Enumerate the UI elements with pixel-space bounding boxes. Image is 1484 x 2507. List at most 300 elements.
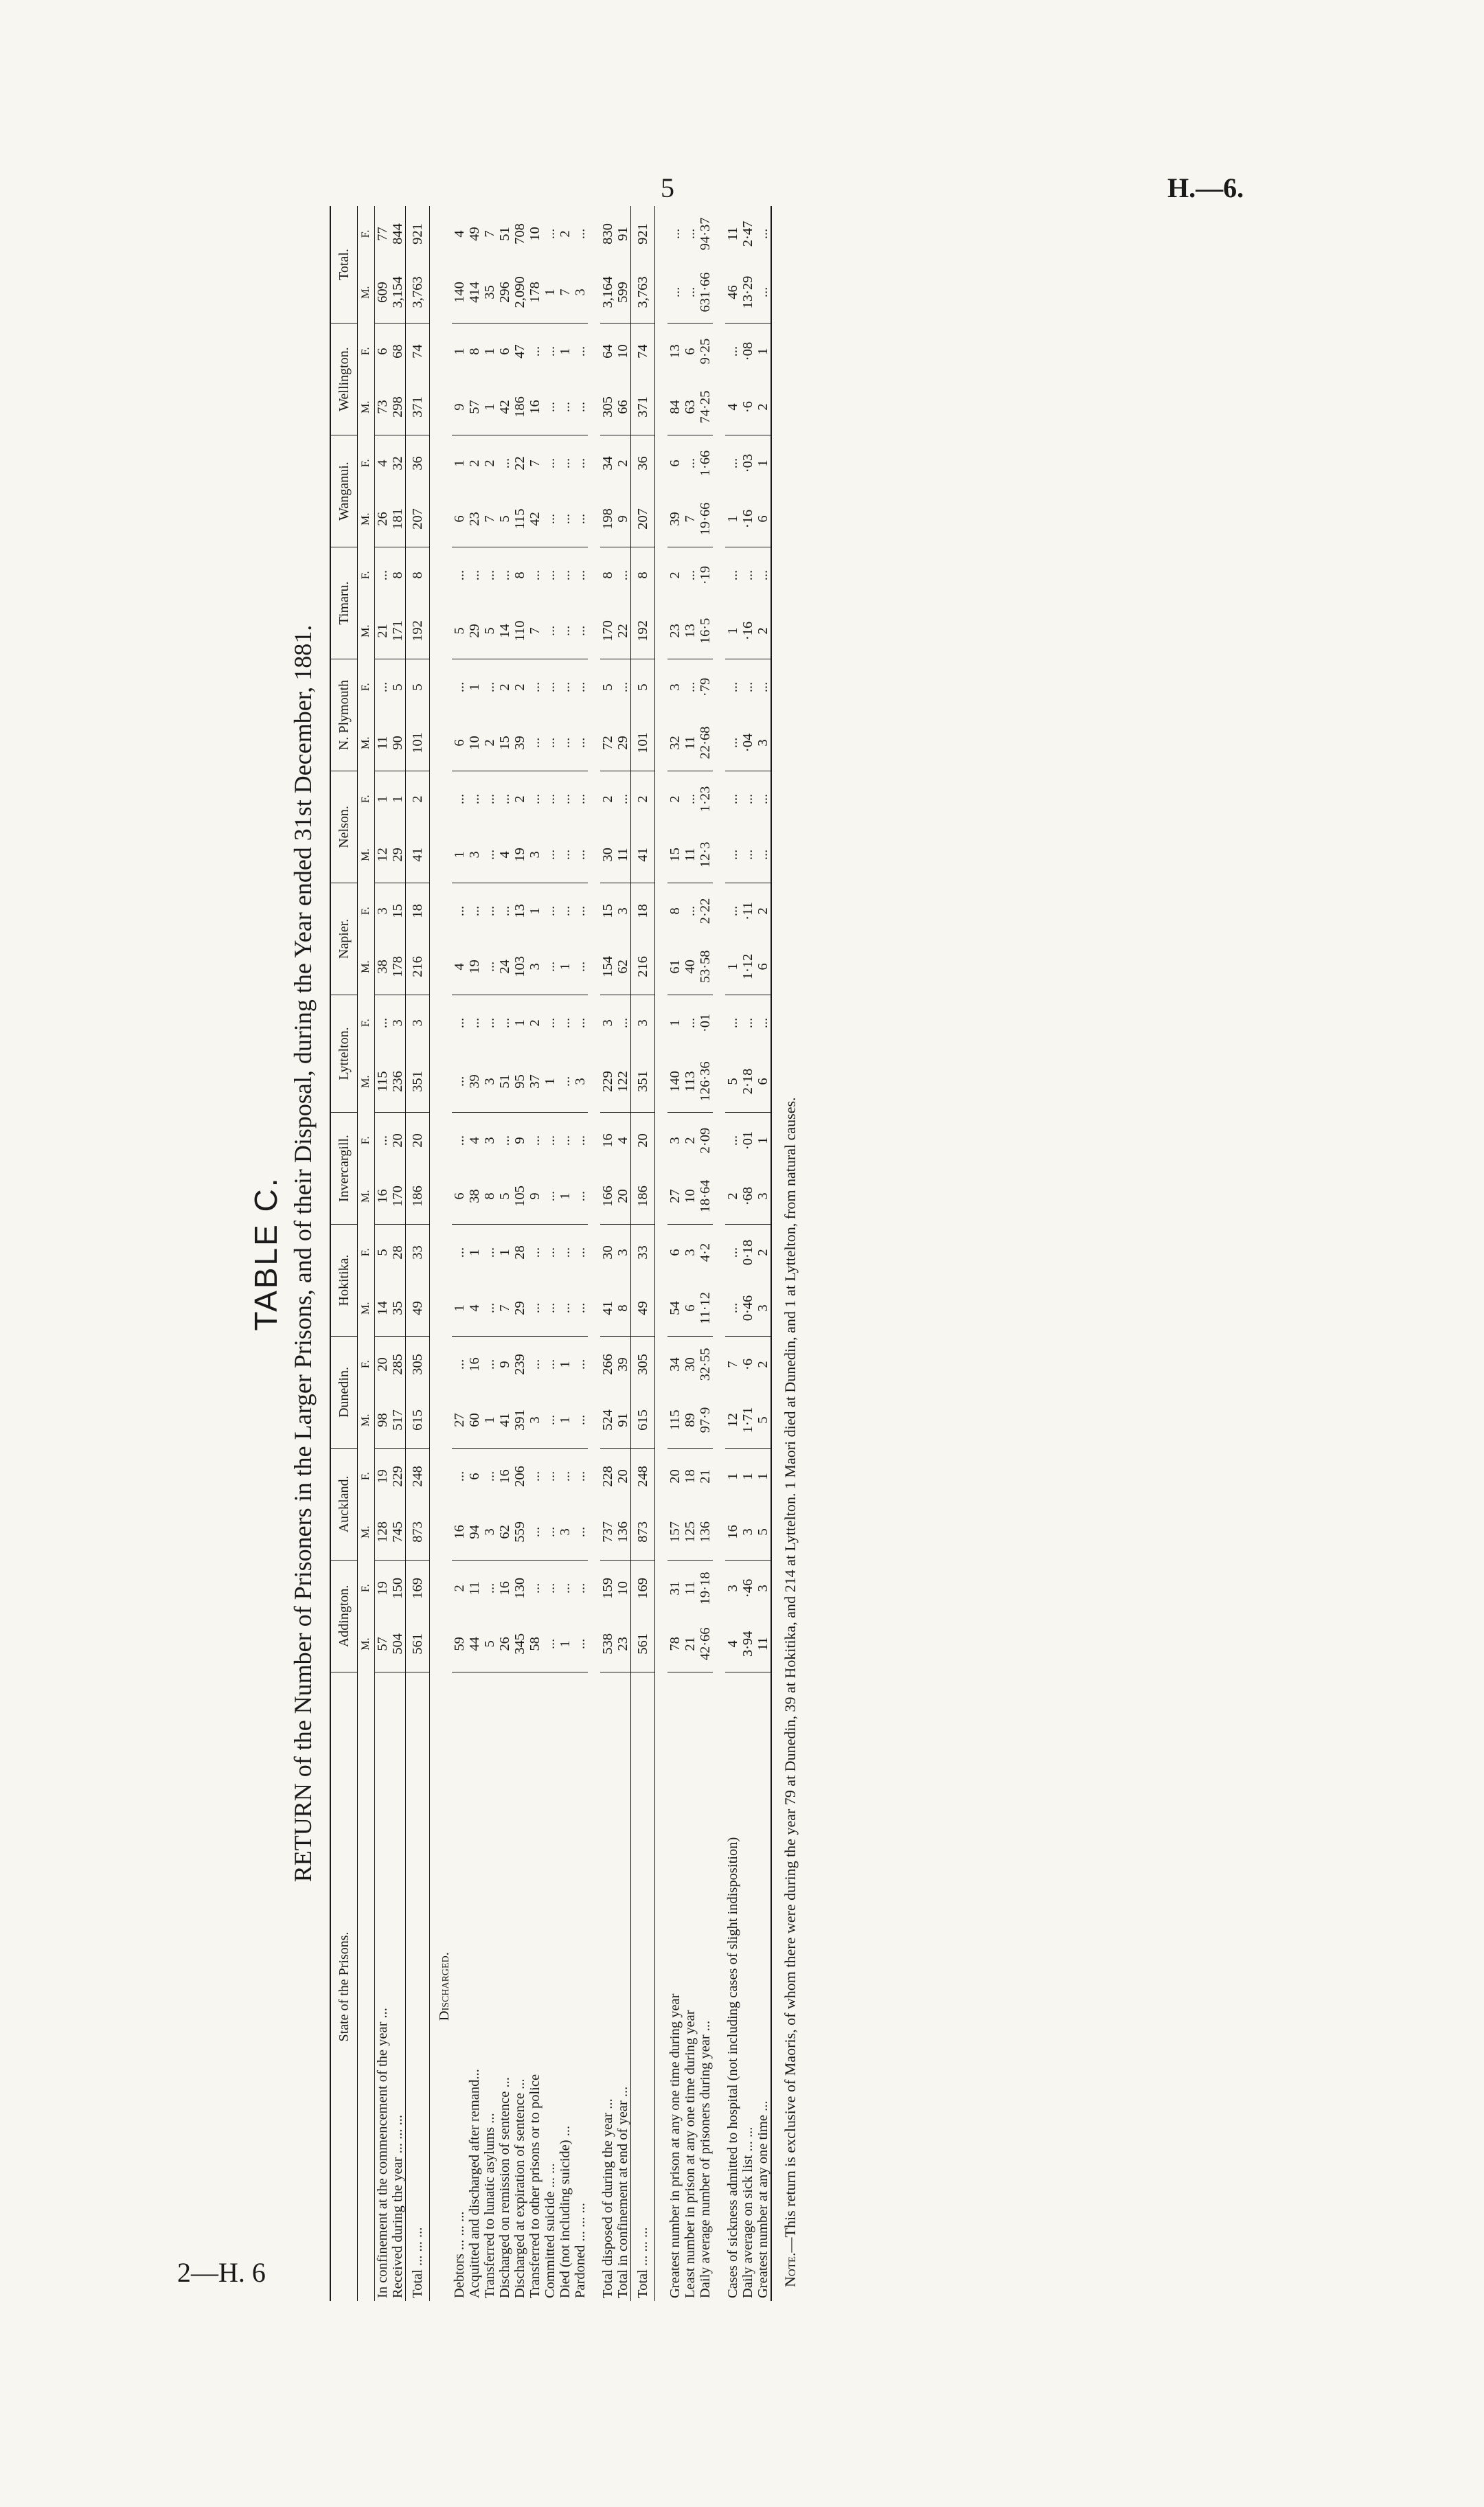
female-count-cell: ... (725, 905, 740, 917)
male-count-cell: 1 (543, 262, 558, 324)
male-count-cell: 5 (497, 491, 512, 547)
male-header: M. (358, 1280, 375, 1336)
male-count-cell: 39 (512, 715, 527, 771)
table-row (755, 206, 771, 2301)
male-count-cell: ... (573, 603, 588, 659)
male-count-cell: 7 (482, 491, 497, 547)
male-count-cell: ... (573, 1616, 588, 1672)
male-count-cell: 21 (683, 1616, 698, 1672)
female-count-cell: 3 (667, 1137, 683, 1144)
female-count-cell: 844 (390, 223, 405, 245)
female-count-cell: ... (482, 1583, 497, 1594)
row-label: Committed suicide ... ... (543, 2163, 558, 2298)
male-count-cell: ... (527, 1280, 543, 1336)
female-count-cell: 1 (452, 348, 467, 355)
female-count-cell: 228 (600, 1466, 615, 1487)
table-row (390, 206, 406, 2301)
female-count-cell: 248 (406, 1448, 430, 1504)
female-count-cell: ... (527, 1247, 543, 1258)
male-count-cell: 504 (390, 1616, 406, 1672)
female-count-cell: 8 (667, 907, 683, 915)
female-count-cell: 1 (527, 907, 543, 915)
male-header: M. (358, 1392, 375, 1448)
female-count-cell: ... (573, 457, 588, 469)
male-count-cell: 16·5 (698, 603, 713, 659)
male-count-cell: 615 (631, 1392, 655, 1448)
female-count-cell: 8 (390, 571, 405, 579)
male-count-cell: ... (755, 827, 771, 883)
female-header: F. (358, 1336, 375, 1392)
female-count-cell: ... (558, 1583, 573, 1594)
female-count-cell: 1 (755, 1448, 771, 1504)
male-count-cell: ... (558, 603, 573, 659)
female-count-cell: 4 (467, 1137, 482, 1144)
male-count-cell: 115 (667, 1392, 683, 1448)
male-count-cell: 12 (375, 827, 391, 883)
female-count-cell: ... (558, 793, 573, 805)
female-count-cell: 8 (631, 547, 655, 603)
female-count-cell: 6 (467, 1473, 482, 1480)
female-count-cell: 9·25 (698, 338, 713, 365)
male-count-cell: 8 (615, 1280, 631, 1336)
female-count-cell: ·08 (740, 341, 755, 361)
female-count-cell: 77 (375, 227, 390, 241)
female-count-cell: ... (573, 793, 588, 805)
male-count-cell: 115 (512, 491, 527, 547)
female-count-cell: ... (725, 1247, 740, 1258)
male-count-cell: 6 (755, 491, 771, 547)
table-row (631, 206, 655, 2301)
male-count-cell: 745 (390, 1504, 406, 1560)
female-count-cell: 2 (683, 1137, 698, 1144)
female-count-cell: ... (755, 771, 771, 826)
female-count-cell: 4 (452, 230, 467, 238)
female-count-cell: 1 (558, 348, 573, 355)
female-count-cell: 1 (755, 1113, 771, 1168)
female-count-cell: ... (497, 793, 512, 805)
male-count-cell: ·16 (740, 491, 755, 547)
female-count-cell: ... (375, 681, 390, 693)
male-count-cell: 517 (390, 1392, 406, 1448)
female-count-cell: 3 (615, 907, 630, 915)
female-count-cell: 33 (631, 1225, 655, 1280)
female-count-cell: 13 (667, 344, 683, 359)
male-count-cell: ... (543, 603, 558, 659)
female-count-cell: ... (740, 681, 755, 693)
male-count-cell: 371 (631, 379, 655, 435)
male-header: M. (358, 262, 375, 324)
female-count-cell: 2 (512, 795, 527, 803)
male-count-cell: 5 (755, 1504, 771, 1560)
male-count-cell: 154 (600, 939, 615, 995)
female-count-cell: 9 (497, 1361, 512, 1368)
male-count-cell: 561 (631, 1616, 655, 1672)
male-count-cell: 6 (755, 939, 771, 995)
male-count-cell: 136 (698, 1504, 713, 1560)
female-count-cell: ... (543, 1017, 558, 1029)
row-label: Debtors ... ... ... (452, 2211, 467, 2298)
female-count-cell: 2·09 (698, 1127, 713, 1154)
male-count-cell: 186 (406, 1168, 430, 1224)
female-count-cell: 47 (512, 344, 527, 359)
female-count-cell: ·19 (698, 565, 713, 585)
table-row (573, 206, 588, 2301)
male-count-cell: 115 (375, 1051, 391, 1113)
female-count-cell: ... (558, 1135, 573, 1146)
male-count-cell: ... (573, 715, 588, 771)
female-count-cell: 7 (482, 230, 497, 238)
male-count-cell: 181 (390, 491, 406, 547)
female-count-cell: ... (527, 1135, 543, 1146)
male-count-cell: 1 (543, 1051, 558, 1113)
male-count-cell: 4 (497, 827, 512, 883)
male-count-cell: 11 (683, 715, 698, 771)
male-count-cell: 186 (631, 1168, 655, 1224)
female-count-cell: ... (667, 228, 683, 240)
male-count-cell: 40 (683, 939, 698, 995)
female-header: F. (358, 659, 375, 714)
table-row (558, 206, 573, 2301)
female-count-cell: 18 (683, 1469, 698, 1484)
female-count-cell: ... (740, 569, 755, 581)
female-count-cell: 1 (452, 460, 467, 467)
female-count-cell: 266 (600, 1354, 615, 1375)
male-count-cell: 29 (467, 603, 482, 659)
male-count-cell: 41 (406, 827, 430, 883)
male-count-cell: 38 (467, 1168, 482, 1224)
header-row-prisons (330, 206, 358, 2301)
female-count-cell: ... (543, 905, 558, 917)
female-count-cell: 921 (406, 206, 430, 262)
female-count-cell: ... (527, 569, 543, 581)
prison-header: Dunedin. (330, 1336, 358, 1448)
row-label: Cases of sickness admitted to hospital (not including cases of slight indisposition) (725, 1837, 740, 2298)
first-column-header: State of the Prisons. (330, 1672, 358, 2301)
spacer-row (588, 206, 600, 2301)
male-count-cell: 5 (482, 1616, 497, 1672)
male-header: M. (358, 1504, 375, 1560)
male-count-cell: 186 (512, 379, 527, 435)
male-count-cell: 91 (615, 1392, 631, 1448)
female-count-cell: ... (755, 995, 771, 1050)
male-count-cell: 1 (482, 379, 497, 435)
male-count-cell: 216 (631, 939, 655, 995)
male-count-cell: 89 (683, 1392, 698, 1448)
female-count-cell: ... (467, 793, 482, 805)
female-count-cell: 5 (375, 1249, 390, 1256)
female-count-cell: 2 (497, 683, 512, 691)
prison-header: Total. (330, 206, 358, 324)
female-count-cell: 3 (390, 1019, 405, 1027)
female-count-cell: 3 (482, 1137, 497, 1144)
female-count-cell: ... (558, 1471, 573, 1482)
female-count-cell: 9 (512, 1137, 527, 1144)
male-count-cell: 63 (683, 379, 698, 435)
prison-header: Lyttelton. (330, 995, 358, 1112)
female-count-cell: 1 (725, 1473, 740, 1480)
female-count-cell: 2 (667, 571, 683, 579)
male-count-cell: 101 (631, 715, 655, 771)
female-count-cell: 16 (467, 1357, 482, 1372)
male-count-cell: 1·12 (740, 939, 755, 995)
male-count-cell: 11 (615, 827, 631, 883)
female-count-cell: ... (452, 1359, 467, 1370)
male-count-cell: 13 (683, 603, 698, 659)
female-count-cell: ... (615, 681, 630, 693)
male-count-cell: 6 (452, 491, 467, 547)
male-count-cell: 59 (452, 1616, 467, 1672)
male-count-cell: ·16 (740, 603, 755, 659)
female-count-cell: ... (573, 1359, 588, 1370)
male-count-cell: 5 (725, 1051, 740, 1113)
spacer-cell (713, 206, 725, 2301)
male-count-cell: 3·94 (740, 1616, 755, 1672)
female-count-cell: ... (558, 1017, 573, 1029)
female-count-cell: ... (615, 1017, 630, 1029)
female-count-cell: 2 (755, 883, 771, 938)
female-count-cell: ... (467, 1017, 482, 1029)
spacer-cell (655, 206, 668, 2301)
female-count-cell: 32 (390, 456, 405, 470)
male-count-cell: 414 (467, 262, 482, 324)
male-count-cell: ... (573, 1168, 588, 1224)
female-header: F. (358, 324, 375, 379)
male-count-cell: 41 (631, 827, 655, 883)
male-count-cell: 29 (512, 1280, 527, 1336)
female-count-cell: 16 (497, 1581, 512, 1596)
male-count-cell: 13·29 (740, 262, 755, 324)
male-count-cell: ... (543, 491, 558, 547)
male-count-cell: 125 (683, 1504, 698, 1560)
row-label: Daily average number of prisoners during year ... (698, 2020, 713, 2298)
female-count-cell: 130 (512, 1578, 527, 1599)
male-count-cell: 136 (615, 1504, 631, 1560)
female-count-cell: 28 (390, 1245, 405, 1260)
male-count-cell: 296 (497, 262, 512, 324)
female-count-cell: 169 (406, 1560, 430, 1615)
table-row (452, 206, 467, 2301)
male-header: M. (358, 603, 375, 659)
male-count-cell: ... (543, 939, 558, 995)
female-count-cell: 91 (615, 227, 630, 241)
male-count-cell: 73 (375, 379, 391, 435)
female-count-cell: 239 (512, 1354, 527, 1375)
male-count-cell: 3 (573, 262, 588, 324)
female-count-cell: 32·55 (698, 1348, 713, 1381)
table-row (497, 206, 512, 2301)
male-count-cell: 122 (615, 1051, 631, 1113)
female-count-cell: 2 (631, 771, 655, 826)
female-count-cell: 13 (512, 904, 527, 918)
male-count-cell: ... (755, 262, 771, 324)
table-row (512, 206, 527, 2301)
male-count-cell: 3,763 (406, 262, 430, 324)
male-count-cell: ... (527, 715, 543, 771)
row-label: Daily average on sick list ... ... (740, 2126, 755, 2298)
female-count-cell: 4 (375, 460, 390, 467)
prison-header: Addington. (330, 1560, 358, 1672)
female-count-cell: 21 (698, 1469, 713, 1484)
female-header: F. (358, 1448, 375, 1504)
side-reference: 2—H. 6 (177, 2257, 266, 2288)
prison-header: N. Plymouth (330, 659, 358, 771)
male-count-cell: 8 (482, 1168, 497, 1224)
female-count-cell: 11 (725, 227, 740, 241)
female-count-cell: 6 (683, 348, 698, 355)
male-count-cell: 1 (482, 1392, 497, 1448)
male-count-cell: 140 (452, 262, 467, 324)
female-count-cell: 708 (512, 223, 527, 245)
female-count-cell: 7 (527, 460, 543, 467)
male-count-cell: 391 (512, 1392, 527, 1448)
female-count-cell: ... (482, 1247, 497, 1258)
male-count-cell: 90 (390, 715, 406, 771)
male-count-cell: 27 (452, 1392, 467, 1448)
male-count-cell: 44 (467, 1616, 482, 1672)
female-count-cell: ... (683, 793, 698, 805)
female-count-cell: ... (482, 1017, 497, 1029)
female-count-cell: 2 (467, 460, 482, 467)
male-count-cell: 559 (512, 1504, 527, 1560)
female-count-cell: 10 (527, 227, 543, 241)
male-count-cell: ... (482, 939, 497, 995)
male-count-cell: 23 (667, 603, 683, 659)
female-count-cell: 3 (406, 995, 430, 1050)
female-count-cell: ... (482, 569, 497, 581)
female-header: F. (358, 883, 375, 938)
female-count-cell: 1 (558, 1361, 573, 1368)
female-count-cell: ... (543, 345, 558, 357)
female-count-cell: 20 (375, 1357, 390, 1372)
female-count-cell: 305 (631, 1336, 655, 1392)
female-count-cell: 8 (406, 547, 430, 603)
female-count-cell: 28 (512, 1245, 527, 1260)
female-header: F. (358, 435, 375, 491)
male-count-cell: 2,090 (512, 262, 527, 324)
female-count-cell: ... (452, 1017, 467, 1029)
female-header: F. (358, 1113, 375, 1168)
male-count-cell: 49 (631, 1280, 655, 1336)
female-count-cell: 3 (631, 995, 655, 1050)
female-count-cell: 6 (375, 348, 390, 355)
female-count-cell: ... (543, 1247, 558, 1258)
female-count-cell: 33 (406, 1225, 430, 1280)
male-count-cell: 615 (406, 1392, 430, 1448)
female-count-cell: ... (527, 681, 543, 693)
male-count-cell: 3 (527, 939, 543, 995)
female-count-cell: 229 (390, 1466, 405, 1487)
male-count-cell: ... (740, 827, 755, 883)
first-column-spacer (358, 1672, 375, 2301)
rotated-table-block (247, 206, 1209, 2301)
male-count-cell: ... (573, 379, 588, 435)
female-count-cell: 1 (667, 1019, 683, 1027)
row-label: Received during the year ... ... ... (390, 2115, 405, 2298)
female-count-cell: ... (543, 1359, 558, 1370)
male-count-cell: 37 (527, 1051, 543, 1113)
male-count-cell: 126·36 (698, 1051, 713, 1113)
male-count-cell: 24 (497, 939, 512, 995)
male-count-cell: 3 (527, 827, 543, 883)
female-count-cell: ... (573, 681, 588, 693)
male-count-cell: 105 (512, 1168, 527, 1224)
male-count-cell: 5 (755, 1392, 771, 1448)
female-count-cell: 921 (631, 206, 655, 262)
female-count-cell: 1·23 (698, 786, 713, 813)
female-count-cell: ... (452, 681, 467, 693)
male-count-cell: ... (558, 715, 573, 771)
female-count-cell: 3 (667, 683, 683, 691)
male-count-cell: 16 (375, 1168, 391, 1224)
female-count-cell: 5 (406, 659, 430, 714)
male-count-cell: 16 (725, 1504, 740, 1560)
male-count-cell: 51 (497, 1051, 512, 1113)
female-count-cell: ·01 (698, 1013, 713, 1033)
female-count-cell: 7 (725, 1361, 740, 1368)
male-count-cell: ... (482, 827, 497, 883)
male-count-cell: 7 (683, 491, 698, 547)
section-heading: Discharged. (437, 1952, 452, 2021)
male-header: M. (358, 1168, 375, 1224)
female-count-cell: 22 (512, 456, 527, 470)
female-count-cell: 2·47 (740, 220, 755, 247)
female-count-cell: 1 (467, 1249, 482, 1256)
male-count-cell: 1 (725, 603, 740, 659)
male-count-cell: 873 (406, 1504, 430, 1560)
male-header: M. (358, 827, 375, 883)
female-count-cell: ... (558, 569, 573, 581)
female-count-cell: 3 (755, 1560, 771, 1615)
row-label: Discharged at expiration of sentence ... (512, 2078, 527, 2298)
female-count-cell: 19 (375, 1581, 390, 1596)
male-header: M. (358, 939, 375, 995)
male-count-cell: 97·9 (698, 1392, 713, 1448)
female-count-cell: 830 (600, 223, 615, 245)
male-count-cell: 74·25 (698, 379, 713, 435)
female-count-cell: 3 (615, 1249, 630, 1256)
male-count-cell: 157 (667, 1504, 683, 1560)
female-count-cell: ... (558, 1247, 573, 1258)
male-count-cell: ... (573, 491, 588, 547)
prison-header: Wellington. (330, 324, 358, 435)
male-count-cell: 19·66 (698, 491, 713, 547)
female-count-cell: ... (543, 1583, 558, 1594)
prison-header: Nelson. (330, 771, 358, 883)
male-count-cell: 1 (558, 1392, 573, 1448)
row-label: Total ... ... ... (631, 1672, 655, 2301)
table-row (406, 206, 430, 2301)
prison-header: Timaru. (330, 547, 358, 659)
male-count-cell: ... (725, 1280, 740, 1336)
male-count-cell: 192 (406, 603, 430, 659)
male-count-cell: 2 (725, 1168, 740, 1224)
male-count-cell: 6 (755, 1051, 771, 1113)
male-count-cell: 27 (667, 1168, 683, 1224)
female-count-cell: 74 (406, 324, 430, 379)
male-count-cell: 7 (558, 262, 573, 324)
female-count-cell: ... (740, 793, 755, 805)
table-row (698, 206, 713, 2301)
female-count-cell: 74 (631, 324, 655, 379)
male-count-cell: 236 (390, 1051, 406, 1113)
female-header: F. (358, 1560, 375, 1615)
female-count-cell: ... (543, 569, 558, 581)
female-count-cell: ... (497, 905, 512, 917)
male-count-cell: ... (543, 1280, 558, 1336)
female-count-cell: ·11 (740, 902, 755, 920)
male-count-cell: 39 (667, 491, 683, 547)
male-count-cell: 737 (600, 1504, 615, 1560)
